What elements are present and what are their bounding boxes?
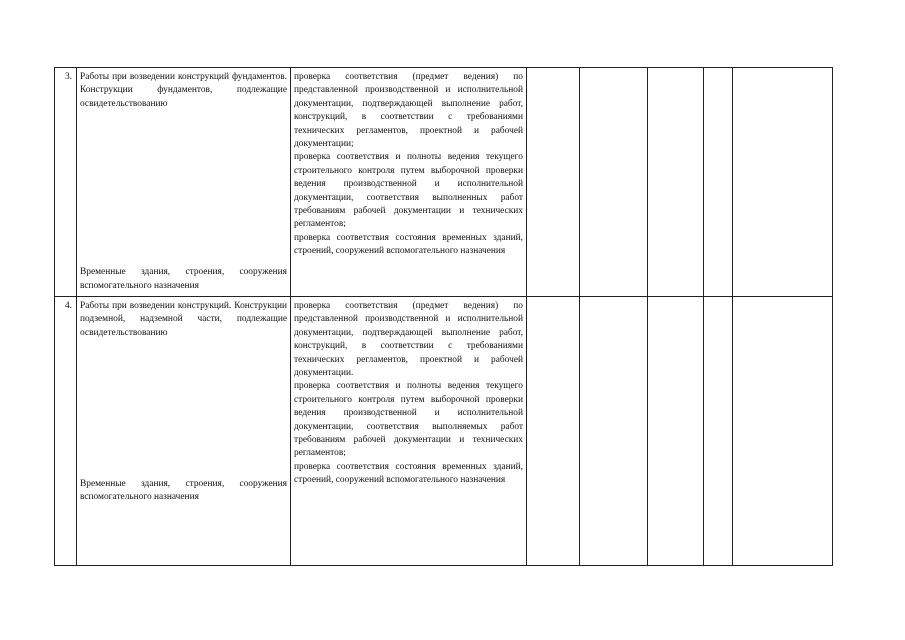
empty-cell [704, 68, 733, 297]
check-cell [291, 297, 527, 566]
check-text-2: проверка соответствия и полноты ведения текущего строительного контроля путем выборочной проверки ведения производственной и исполнительной документации, соответствия выполняемых работ требованиям рабочей документации и технических регламентов; [294, 381, 523, 459]
empty-cell [527, 68, 580, 297]
work-main-text: Работы при возведении конструкций фундаментов. Конструкции фундаментов, подлежащие освидетельствованию [80, 72, 287, 109]
check-text-3: проверка соответствия состояния временных зданий, строений, сооружений вспомогательного назначения [294, 232, 523, 257]
check-text-2: проверка соответствия и полноты ведения текущего строительного контроля путем выборочной проверки ведения производственной и исполнительной документации, соответствия выполненных работ требованиям рабочей документации и технических регламентов; [294, 152, 523, 230]
inspection-table [54, 67, 833, 566]
empty-cell [704, 297, 733, 566]
work-cell [77, 297, 291, 566]
empty-cell [648, 68, 704, 297]
check-text-3: проверка соответствия состояния временных зданий, строений, сооружений вспомогательного назначения [294, 461, 523, 486]
table-row [55, 68, 833, 297]
empty-cell [527, 297, 580, 566]
empty-cell [580, 68, 648, 297]
row-number: 4. [55, 297, 77, 566]
check-cell [291, 68, 527, 297]
check-text-1: проверка соответствия (предмет ведения) по представленной производственной и исполнительной документации, подтверждающей выполнение работ, конструкций, в соответствии с требованиями технических регламентов, проектной и рабочей документации. [294, 301, 523, 379]
empty-cell [733, 297, 833, 566]
work-temp-text: Временные здания, строения, сооружения вспомогательного назначения [80, 267, 287, 291]
check-text-1: проверка соответствия (предмет ведения) по представленной производственной и исполнительной документации, подтверждающей выполнение работ, конструкций, в соответствии с требованиями технических регламентов, проектной и рабочей документации; [294, 72, 523, 150]
work-main-text: Работы при возведении конструкций. Конструкции подземной, надземной части, подлежащие освидетельствованию [80, 301, 287, 338]
empty-cell [733, 68, 833, 297]
row-number: 3. [55, 68, 77, 297]
empty-cell [648, 297, 704, 566]
work-cell [77, 68, 291, 297]
work-temp-text: Временные здания, строения, сооружения вспомогательного назначения [80, 479, 287, 503]
table-row [55, 297, 833, 566]
empty-cell [580, 297, 648, 566]
